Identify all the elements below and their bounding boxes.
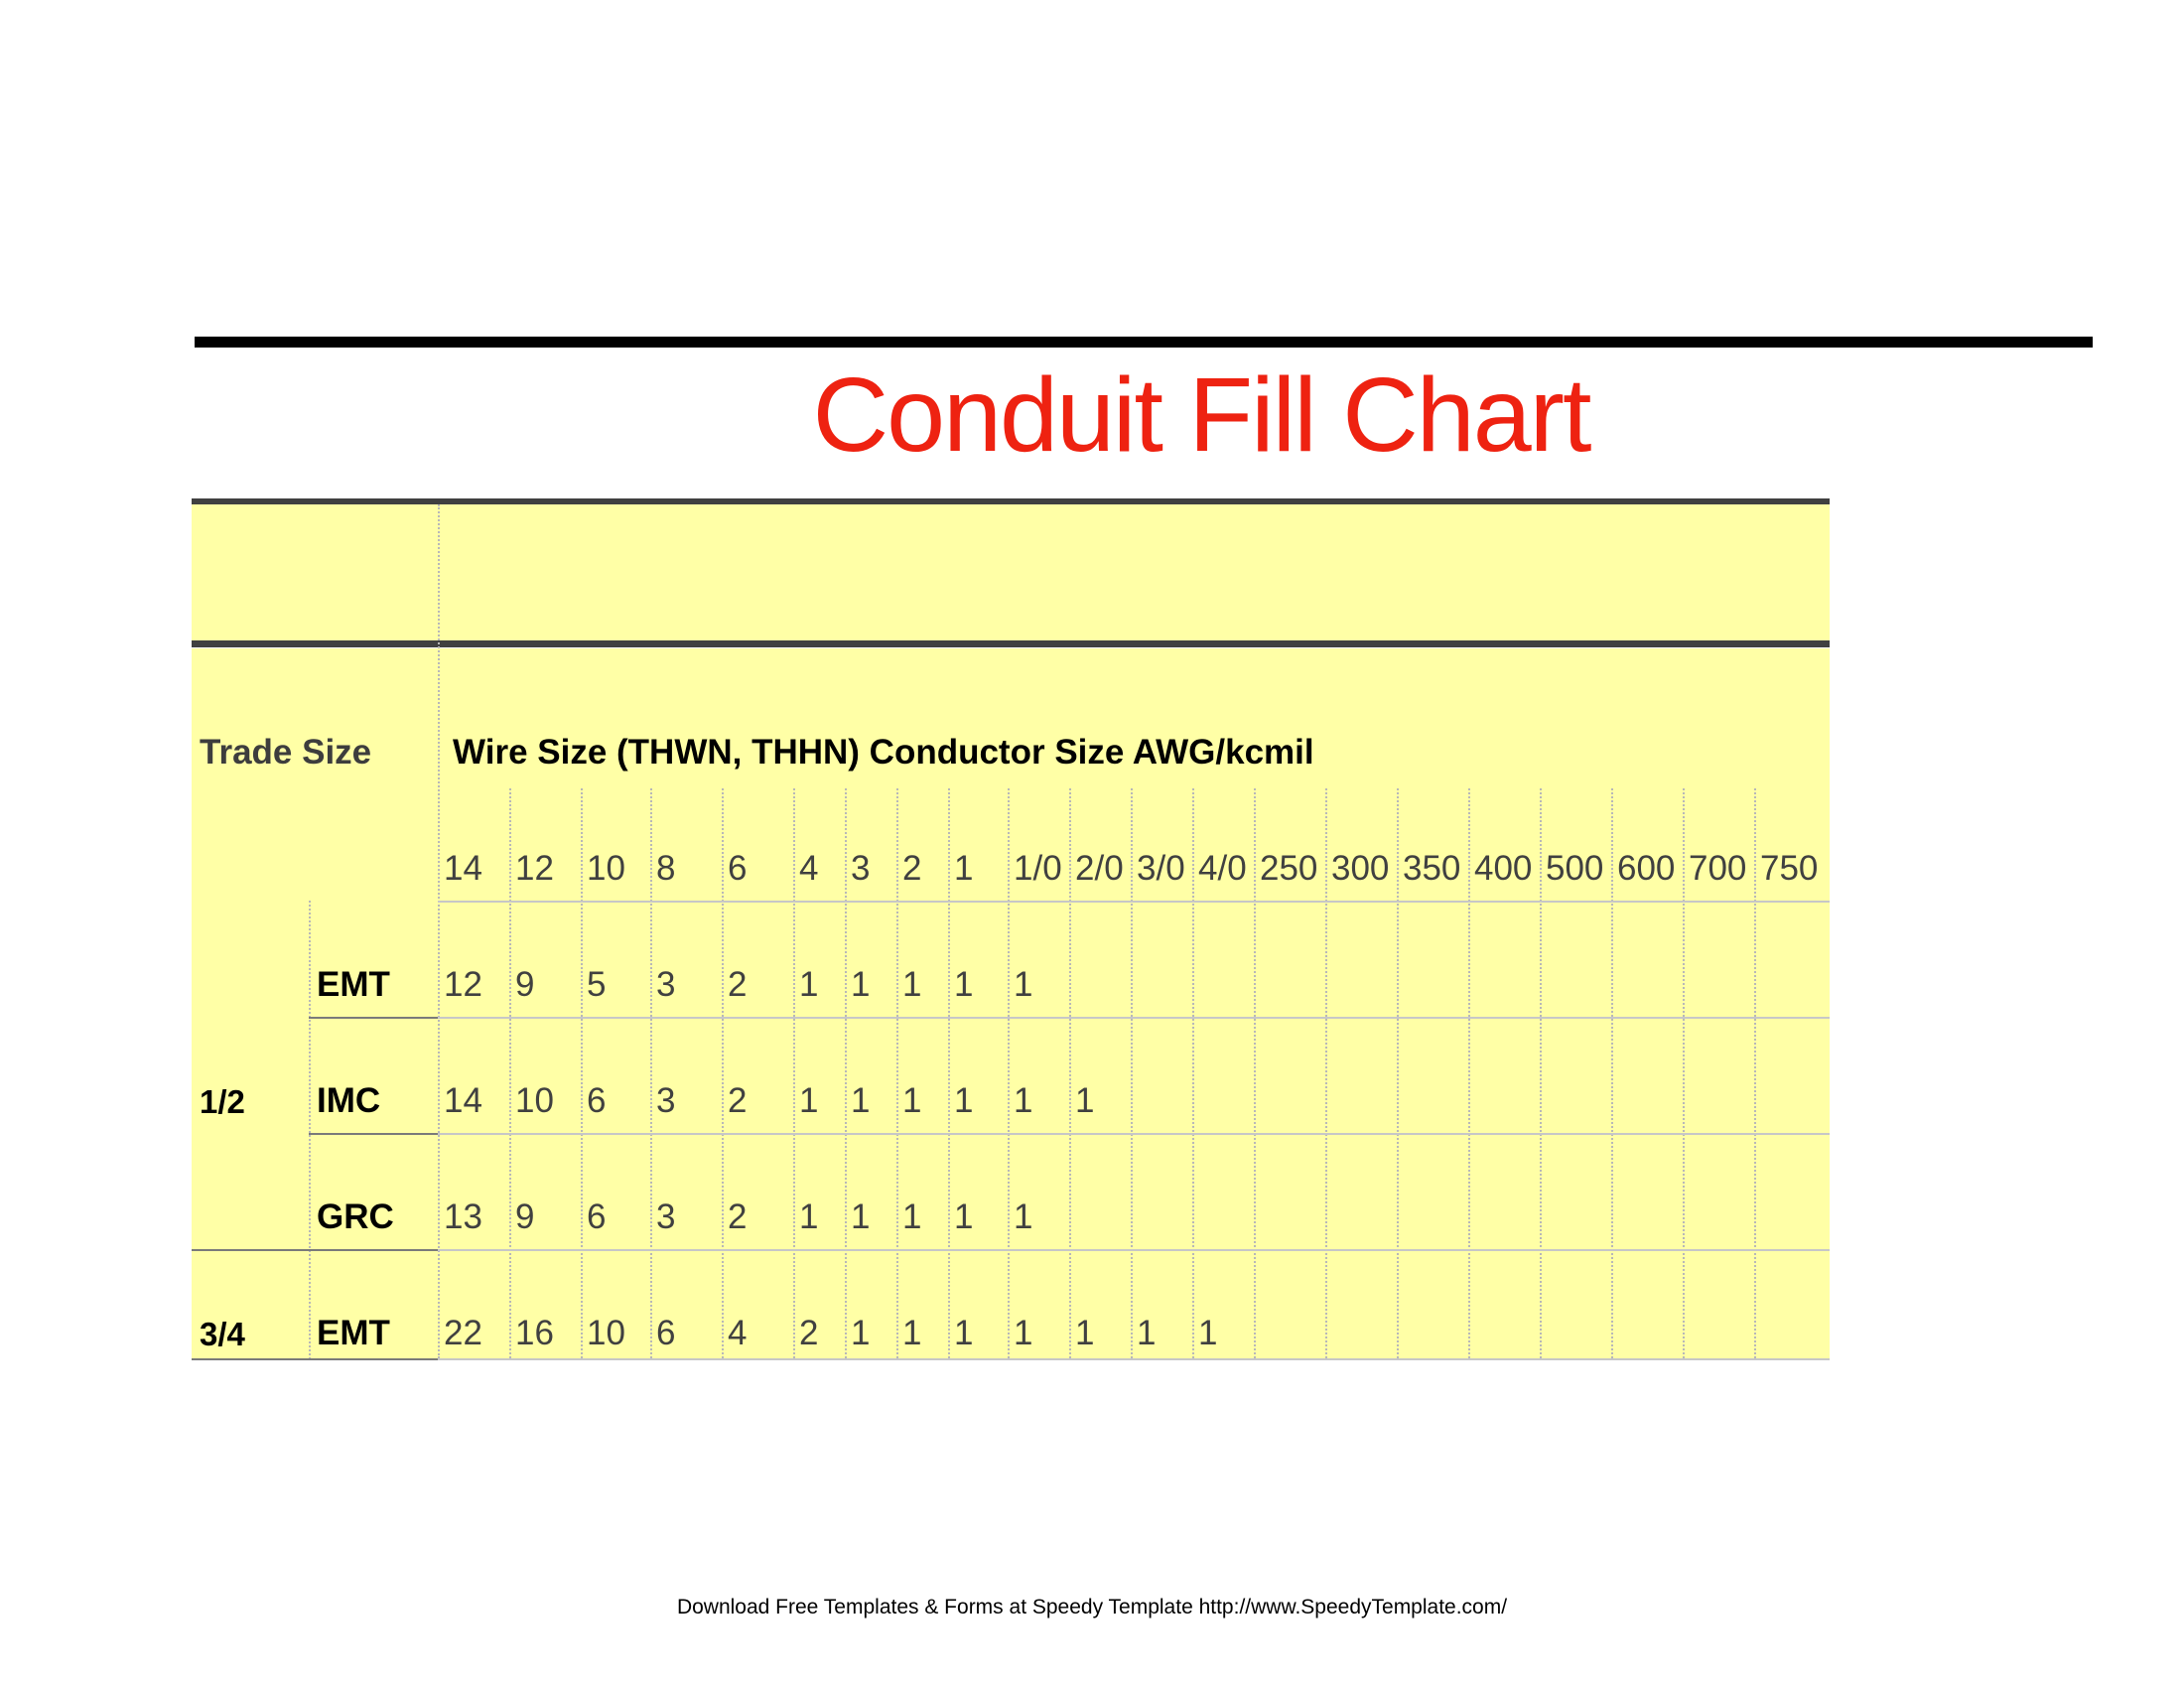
column-divider [1683,788,1685,1358]
column-header: 400 [1474,849,1533,888]
column-divider [1540,788,1542,1358]
table-cell: 1 [851,1314,871,1352]
conduit-type-label: GRC [317,1197,394,1236]
table-cell: 1 [1198,1314,1218,1352]
column-header: 500 [1546,849,1604,888]
table-cell: 1 [954,1197,974,1236]
table-cell: 22 [444,1314,482,1352]
column-divider [1192,788,1194,1358]
table-cell: 1 [902,965,922,1004]
table-cell: 9 [515,1197,535,1236]
table-cell: 3 [656,965,676,1004]
table-cell: 3 [656,1081,676,1120]
column-divider [1611,788,1613,1358]
table-cell: 10 [515,1081,554,1120]
table-cell: 1 [1075,1081,1095,1120]
trade-size-label: 3/4 [200,1316,245,1352]
table-cell: 2 [728,1081,748,1120]
trade-column-divider [438,504,440,1358]
table-cell: 1 [902,1314,922,1352]
conduit-fill-table [192,498,1830,1359]
column-divider [948,788,950,1358]
column-header: 700 [1689,849,1747,888]
row-line [438,1133,1830,1135]
table-cell: 6 [587,1197,607,1236]
column-header: 3/0 [1137,849,1185,888]
table-cell: 13 [444,1197,482,1236]
column-header: 14 [444,849,482,888]
table-cell: 1 [954,965,974,1004]
table-cell: 1 [851,1197,871,1236]
table-cell: 12 [444,965,482,1004]
table-cell: 1 [902,1081,922,1120]
table-cell: 1 [902,1197,922,1236]
column-header: 750 [1760,849,1819,888]
table-cell: 10 [587,1314,625,1352]
column-divider [509,788,511,1358]
column-header: 300 [1331,849,1390,888]
table-cell: 2 [799,1314,819,1352]
top-rule [195,337,2093,348]
footer-text: Download Free Templates & Forms at Speedy Template http://www.SpeedyTemplate.com/ [676,1596,1508,1618]
table-cell: 4 [728,1314,748,1352]
table-cell: 1 [799,1197,819,1236]
table-cell: 3 [656,1197,676,1236]
table-cell: 14 [444,1081,482,1120]
table-cell: 16 [515,1314,554,1352]
table-cell: 5 [587,965,607,1004]
table-cell: 6 [656,1314,676,1352]
table-cell: 1 [851,1081,871,1120]
column-divider [1254,788,1256,1358]
column-divider [1754,788,1756,1358]
column-divider [1131,788,1133,1358]
table-cell: 1 [1137,1314,1157,1352]
column-header: 1 [954,849,974,888]
column-divider [1069,788,1071,1358]
table-cell: 1 [1075,1314,1095,1352]
type-column-divider [309,901,311,1359]
column-divider [1468,788,1470,1358]
column-header: 1/0 [1014,849,1062,888]
table-bottom-line [438,1358,1830,1360]
column-header: 250 [1260,849,1318,888]
table-cell: 9 [515,965,535,1004]
table-cell: 2 [728,1197,748,1236]
table-cell: 2 [728,965,748,1004]
wire-size-header: Wire Size (THWN, THHN) Conductor Size AWG/kcmil [453,733,1314,772]
column-header: 350 [1403,849,1461,888]
table-cell: 1 [1014,1197,1033,1236]
column-header: 600 [1617,849,1676,888]
column-divider [581,788,583,1358]
column-header: 8 [656,849,676,888]
table-cell: 1 [954,1314,974,1352]
column-header: 2/0 [1075,849,1124,888]
table-cell: 1 [851,965,871,1004]
table-cell: 1 [1014,1314,1033,1352]
column-divider [793,788,795,1358]
column-divider [1397,788,1399,1358]
column-divider [650,788,652,1358]
column-header: 4/0 [1198,849,1247,888]
conduit-type-label: EMT [317,965,390,1004]
row-line [192,1249,438,1251]
column-divider [845,788,847,1358]
table-cell: 1 [1014,1081,1033,1120]
row-line [309,1133,438,1135]
table-cell: 1 [954,1081,974,1120]
column-header: 10 [587,849,625,888]
column-header: 2 [902,849,922,888]
column-header: 3 [851,849,871,888]
column-divider [722,788,724,1358]
column-divider [896,788,898,1358]
column-divider [1008,788,1010,1358]
row-line [309,1017,438,1019]
trade-size-header: Trade Size [200,733,372,772]
table-bottom-line [192,1358,438,1360]
column-header: 12 [515,849,554,888]
trade-size-label: 1/2 [200,1083,245,1120]
column-header: 4 [799,849,819,888]
row-line [438,901,1830,903]
table-cell: 1 [799,1081,819,1120]
conduit-type-label: IMC [317,1081,381,1120]
page-title: Conduit Fill Chart [812,356,1590,474]
table-cell: 6 [587,1081,607,1120]
table-cell: 1 [1014,965,1033,1004]
column-header: 6 [728,849,748,888]
row-line [438,1017,1830,1019]
table-cell: 1 [799,965,819,1004]
row-line [438,1249,1830,1251]
column-divider [1325,788,1327,1358]
conduit-type-label: EMT [317,1314,390,1352]
